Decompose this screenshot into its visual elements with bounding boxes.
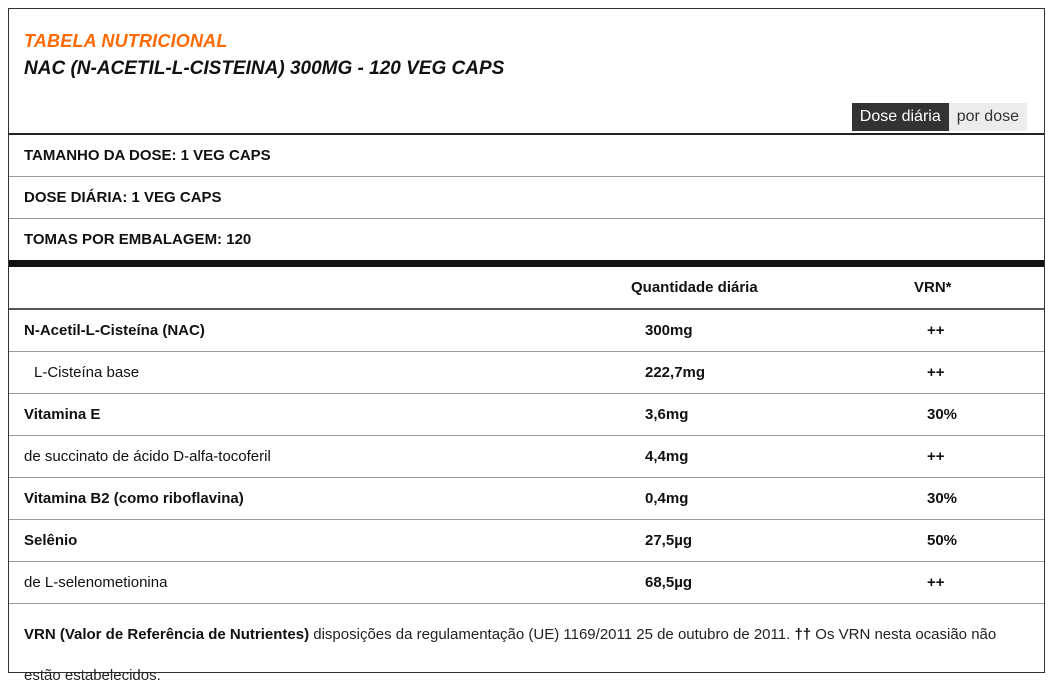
nutrient-amount: 68,5µg bbox=[645, 574, 692, 591]
nutrient-vrn: 30% bbox=[927, 406, 958, 423]
table-header bbox=[9, 267, 1044, 310]
footnote-dagger-text: Os VRN nesta ocasião não estão estabelecidos. bbox=[24, 626, 997, 684]
footnote bbox=[9, 604, 1044, 696]
panel-header bbox=[9, 9, 1044, 135]
table-row bbox=[9, 478, 1044, 520]
nutrient-amount: 0,4mg bbox=[645, 490, 689, 507]
table-row bbox=[9, 520, 1044, 562]
nutrient-name: de succinato de ácido D-alfa-tocoferil bbox=[24, 448, 271, 465]
nutrient-amount: 3,6mg bbox=[645, 406, 689, 423]
nutrient-vrn: 30% bbox=[927, 490, 958, 507]
nutrient-amount: 4,4mg bbox=[645, 448, 689, 465]
table-row bbox=[9, 352, 1044, 394]
nutrient-amount: 300mg bbox=[645, 322, 693, 339]
nutrient-vrn: ++ bbox=[927, 448, 945, 465]
nutrient-vrn: ++ bbox=[927, 364, 945, 381]
nutrient-name: Selênio bbox=[24, 532, 78, 549]
footnote-vrn-definition: VRN (Valor de Referência de Nutrientes) bbox=[24, 626, 310, 643]
daily-dose: DOSE DIÁRIA: 1 VEG CAPS bbox=[9, 177, 1044, 219]
servings-per-container: TOMAS POR EMBALAGEM: 120 bbox=[9, 219, 1044, 267]
nutrient-vrn: ++ bbox=[927, 322, 945, 339]
vrn-column-header: VRN* bbox=[914, 279, 952, 296]
nutrient-amount: 27,5µg bbox=[645, 532, 692, 549]
quantity-column-header: Quantidade diária bbox=[631, 279, 758, 296]
nutrient-amount: 222,7mg bbox=[645, 364, 706, 381]
section-title: TABELA NUTRICIONAL bbox=[24, 31, 228, 51]
nutrient-name: Vitamina B2 (como riboflavina) bbox=[24, 490, 244, 507]
table-row bbox=[9, 310, 1044, 352]
table-row bbox=[9, 394, 1044, 436]
nutrient-vrn: 50% bbox=[927, 532, 958, 549]
nutrient-name: de L-selenometionina bbox=[24, 574, 168, 591]
table-row bbox=[9, 436, 1044, 478]
nutrient-name: L-Cisteína base bbox=[34, 364, 140, 381]
daily-dose-tab[interactable]: Dose diária bbox=[852, 103, 949, 131]
footnote-regulation-text: disposições da regulamentação (UE) 1169/2011 25 de outubro de 2011. bbox=[309, 626, 795, 643]
serving-size: TAMANHO DA DOSE: 1 VEG CAPS bbox=[9, 135, 1044, 177]
footnote-dagger: †† bbox=[794, 626, 812, 643]
product-title: NAC (N-ACETIL-L-CISTEINA) 300MG - 120 VEG CAPS bbox=[24, 58, 505, 79]
table-row bbox=[9, 562, 1044, 604]
nutrition-panel bbox=[8, 8, 1045, 684]
dose-toggle bbox=[852, 103, 1027, 131]
per-dose-tab[interactable]: por dose bbox=[949, 103, 1027, 131]
nutrient-name: N-Acetil-L-Cisteína (NAC) bbox=[24, 322, 205, 339]
nutrient-vrn: ++ bbox=[927, 574, 945, 591]
nutrient-name: Vitamina E bbox=[24, 406, 101, 423]
